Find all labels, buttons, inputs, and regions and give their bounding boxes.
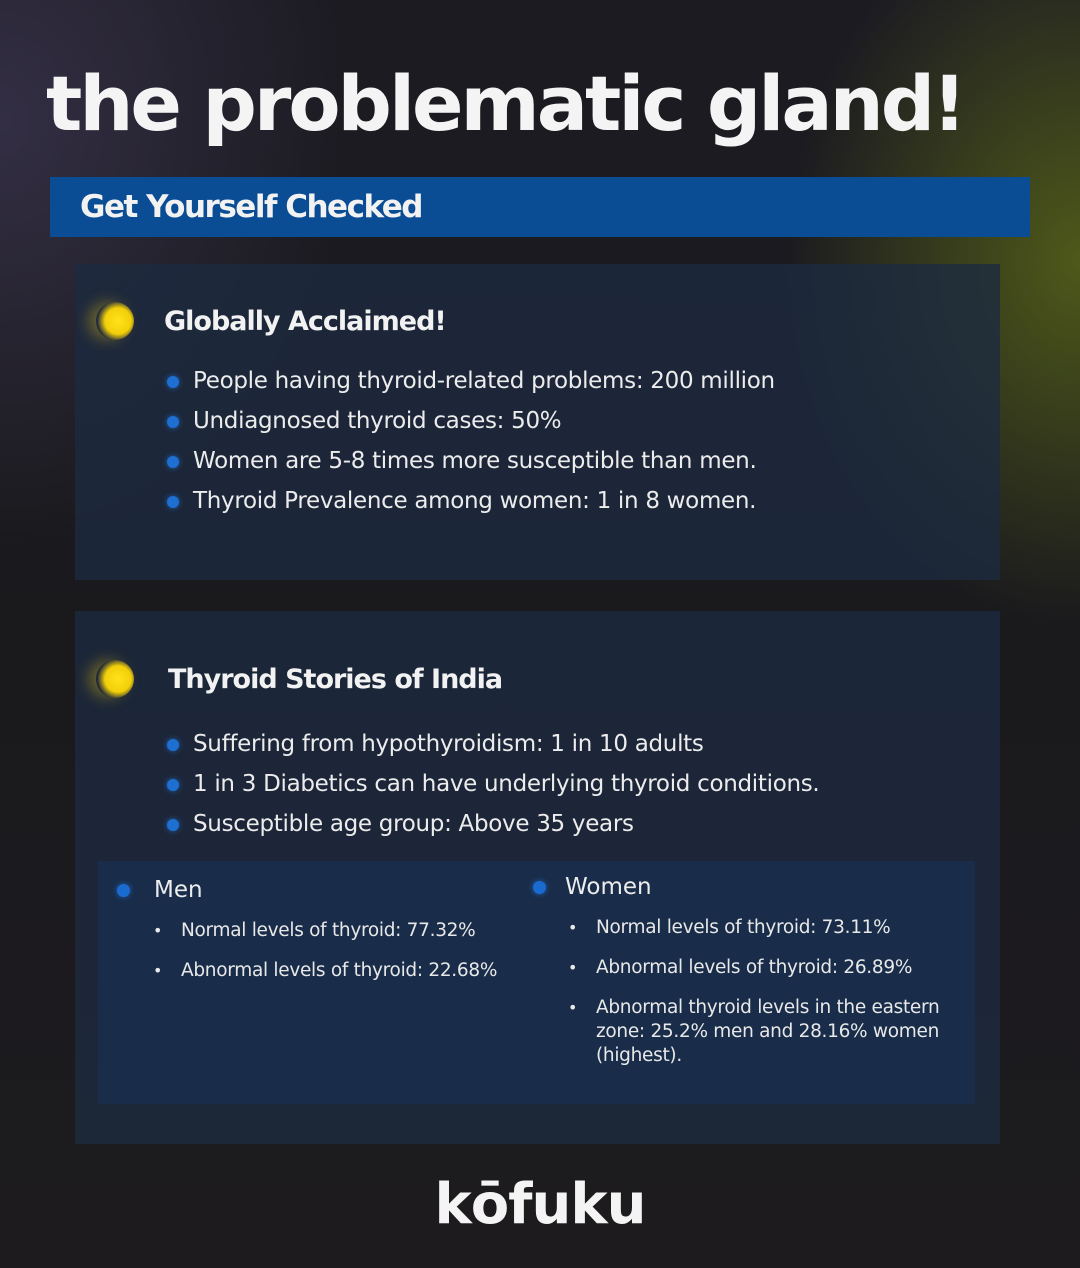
india-stats-list [167,724,819,844]
list-item: • Abnormal levels of thyroid: 22.68% [153,959,527,983]
global-stats-heading: Globally Acclaimed! [164,305,446,337]
list-item: • Normal levels of thyroid: 77.32% [153,919,527,943]
list-item: People having thyroid-related problems: 200 million [167,361,775,401]
women-column [533,874,963,1084]
list-item: Thyroid Prevalence among women: 1 in 8 women. [167,481,775,521]
men-list [153,919,527,983]
list-item: 1 in 3 Diabetics can have underlying thyroid conditions. [167,764,819,804]
list-item: • Normal levels of thyroid: 73.11% [568,916,963,940]
india-stats-header [96,660,502,698]
global-stats-list [167,361,775,521]
list-item: Suffering from hypothyroidism: 1 in 10 adults [167,724,819,764]
men-header [117,877,527,903]
banner-text: Get Yourself Checked [80,189,422,225]
bullet-icon [117,884,130,897]
subtitle-banner [50,177,1030,237]
india-stats-heading: Thyroid Stories of India [168,663,503,695]
bullet-icon [533,881,546,894]
list-item: • Abnormal levels of thyroid: 26.89% [568,956,963,980]
women-label: Women [565,874,652,900]
men-label: Men [154,877,203,903]
page-title: the problematic gland! [46,59,964,148]
yellow-dot-icon [96,302,134,340]
list-item: Undiagnosed thyroid cases: 50% [167,401,775,441]
list-item: Susceptible age group: Above 35 years [167,804,819,844]
yellow-dot-icon [96,660,134,698]
women-header [533,874,963,900]
list-item: Women are 5-8 times more susceptible than men. [167,441,775,481]
list-item: • Abnormal thyroid levels in the eastern zone: 25.2% men and 28.16% women (highest). [568,996,963,1068]
global-stats-header [96,302,446,340]
men-column [117,877,527,999]
brand-logo: kōfuku [434,1172,646,1237]
women-list [568,916,963,1068]
